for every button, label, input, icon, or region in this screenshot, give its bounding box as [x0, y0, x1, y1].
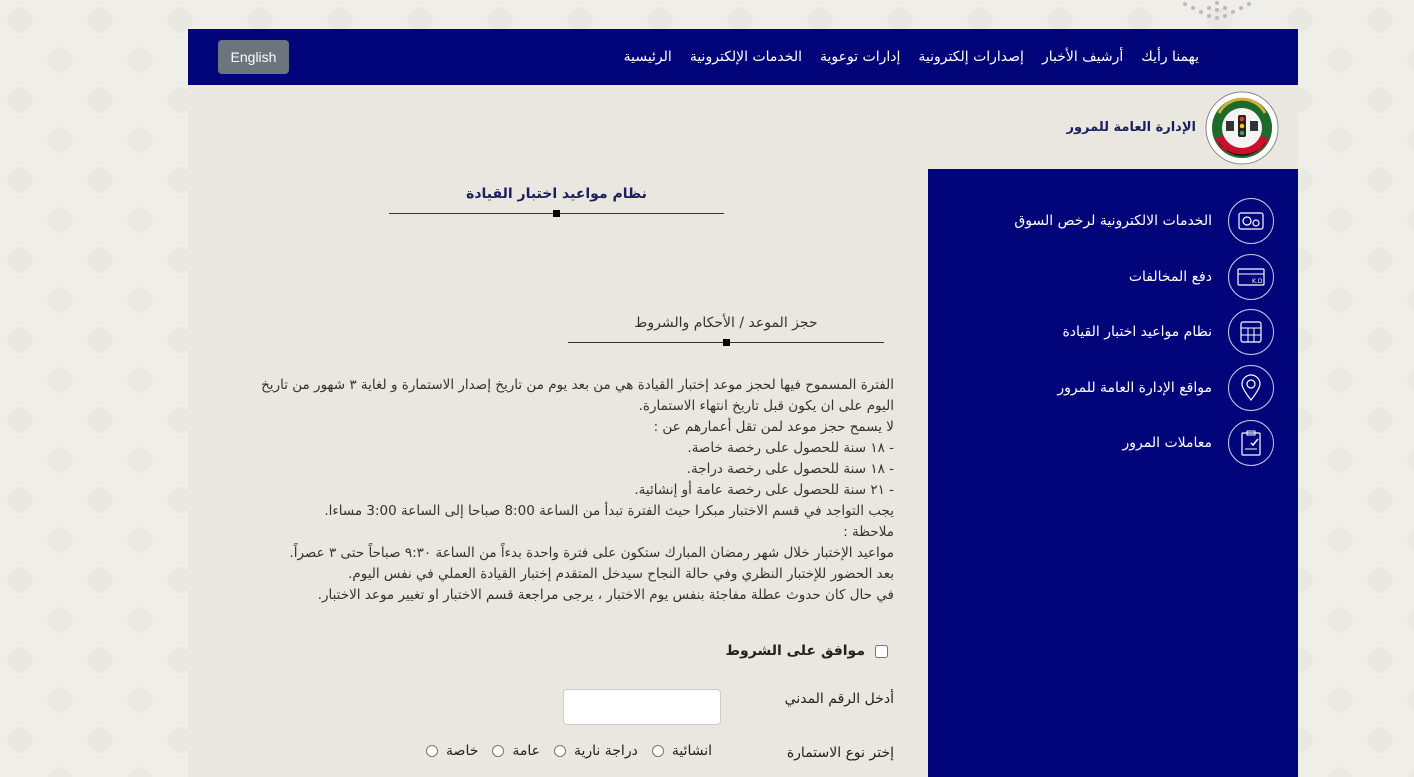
nav-link-awareness[interactable]: إدارات توعوية — [819, 49, 901, 65]
terms-line: - ١٨ سنة للحصول على رخصة دراجة. — [686, 461, 894, 477]
terms-line: بعد الحضور للإختبار النظري وفي حالة النجاح سيدخل المتقدم إختبار القيادة العملي في نفس اليوم. — [348, 566, 894, 582]
form-type-construction-label: انشائية — [671, 743, 712, 759]
traffic-department-logo-icon[interactable] — [1205, 91, 1279, 165]
form-type-private-radio[interactable] — [426, 745, 438, 757]
civil-id-label: أدخل الرقم المدني — [784, 691, 894, 707]
agree-terms-row — [726, 643, 888, 659]
form-type-public-radio[interactable] — [492, 745, 504, 757]
nav-link-e-services[interactable]: الخدمات الإلكترونية — [689, 49, 802, 65]
sidebar-item-pay-violations[interactable] — [954, 253, 1274, 301]
form-type-public[interactable] — [492, 743, 540, 759]
terms-line: مواعيد الإختبار خلال شهر رمضان المبارك ستكون على فترة واحدة بدءاً من الساعة ٩:٣٠ صباحاً حتى ٣ عصراً. — [289, 545, 894, 561]
form-type-motorcycle-radio[interactable] — [554, 745, 566, 757]
agree-terms-checkbox[interactable] — [875, 645, 888, 658]
form-type-public-label: عامة — [512, 743, 540, 759]
form-type-radio-group — [426, 743, 712, 759]
nav-link-e-publications[interactable]: إصدارات إلكترونية — [918, 49, 1024, 65]
site-title[interactable]: الإدارة العامة للمرور — [1066, 120, 1196, 135]
section-title: حجز الموعد / الأحكام والشروط — [634, 315, 818, 331]
page-title: نظام مواعيد اختبار القيادة — [466, 186, 647, 202]
terms-and-conditions — [234, 375, 894, 606]
form-type-motorcycle[interactable] — [554, 743, 638, 759]
sidebar-item-driving-test-appointments[interactable] — [954, 308, 1274, 356]
terms-line: - ١٨ سنة للحصول على رخصة خاصة. — [687, 440, 894, 456]
sidebar — [928, 169, 1298, 777]
license-card-icon — [1228, 198, 1274, 244]
section-title-divider-dot — [723, 339, 730, 346]
form-type-construction-radio[interactable] — [652, 745, 664, 757]
english-language-button[interactable]: English — [218, 40, 289, 74]
sidebar-item-label: مواقع الإدارة العامة للمرور — [1057, 380, 1212, 396]
clipboard-check-icon — [1228, 420, 1274, 466]
terms-line: يجب التواجد في قسم الاختبار مبكرا حيث الفترة تبدأ من الساعة 8:00 صباحا إلى الساعة 3:00 مساءا. — [324, 503, 894, 519]
form-type-label: إختر نوع الاستمارة — [786, 745, 894, 761]
sidebar-item-label: دفع المخالفات — [1128, 269, 1212, 285]
nav-link-feedback[interactable]: يهمنا رأيك — [1141, 49, 1199, 65]
terms-line: ملاحظة : — [843, 524, 894, 540]
terms-line: في حال كان حدوث عطلة مفاجئة بنفس يوم الاختبار ، يرجى مراجعة قسم الاختبار او تغيير موعد الاختبار. — [317, 587, 894, 603]
civil-id-input[interactable] — [563, 689, 721, 725]
form-type-motorcycle-label: دراجة نارية — [574, 743, 638, 759]
terms-line: الفترة المسموح فيها لحجز موعد إختبار القيادة هي من بعد يوم من تاريخ إصدار الاستمارة و لغاية ٣ شهور من تاريخ اليوم على ان يكون قبل تاريخ انتهاء الاستمارة. — [261, 377, 894, 414]
sidebar-item-label: نظام مواعيد اختبار القيادة — [1062, 324, 1212, 340]
page-title-divider-dot — [553, 210, 560, 217]
calendar-icon — [1228, 309, 1274, 355]
nav-link-news-archive[interactable]: أرشيف الأخبار — [1041, 49, 1124, 65]
kd-card-icon — [1228, 254, 1274, 300]
top-navbar — [188, 29, 1298, 85]
sidebar-item-license-services[interactable] — [954, 197, 1274, 245]
sidebar-item-label: معاملات المرور — [1122, 435, 1212, 451]
location-pin-icon — [1228, 365, 1274, 411]
form-type-private-label: خاصة — [446, 743, 479, 759]
nav-link-home[interactable]: الرئيسية — [623, 49, 672, 65]
nav-links — [591, 29, 1226, 85]
form-type-private[interactable] — [426, 743, 478, 759]
terms-line: لا يسمح حجز موعد لمن تقل أعمارهم عن : — [653, 419, 894, 435]
sidebar-item-traffic-transactions[interactable] — [954, 419, 1274, 467]
main-content — [188, 169, 928, 777]
site-header — [188, 85, 1298, 169]
top-decoration-icon — [1175, 0, 1260, 24]
form-type-construction[interactable] — [652, 743, 712, 759]
terms-line: - ٢١ سنة للحصول على رخصة عامة أو إنشائية. — [634, 482, 894, 498]
svg-text:K.D: K.D — [1252, 278, 1263, 285]
sidebar-item-locations[interactable] — [954, 364, 1274, 412]
sidebar-item-label: الخدمات الالكترونية لرخص السوق — [1014, 213, 1212, 229]
agree-terms-label[interactable]: موافق على الشروط — [725, 643, 865, 659]
